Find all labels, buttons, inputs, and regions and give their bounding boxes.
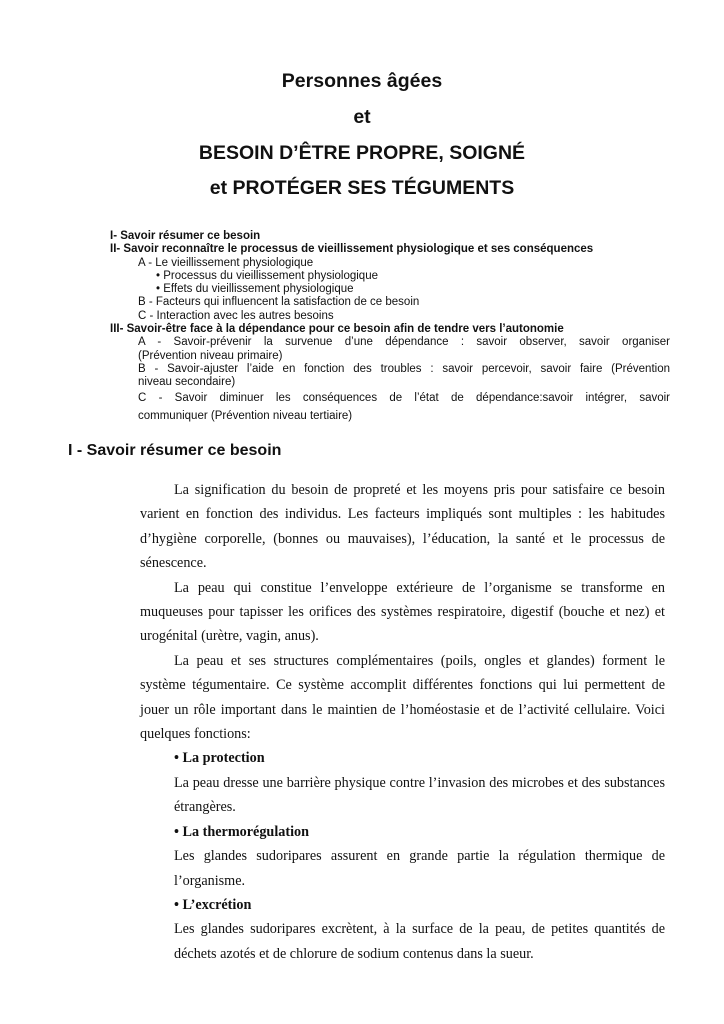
title-line-1: Personnes âgées [281,70,443,92]
section-body [140,478,665,966]
function-excretion-text: Les glandes sudoripares excrètent, à la surface de la peau, de petites quantités de déchets azotés et de chlorure de sodium contenus dans la sueur. [174,921,665,962]
title-line-4: et PROTÉGER SES TÉGUMENTS [209,177,515,199]
toc-item-ii: II- Savoir reconnaître le processus de vieillissement physiologique et ses conséquences [110,243,594,256]
toc-item-ii-b: B - Facteurs qui influencent la satisfaction de ce besoin [138,296,420,309]
function-excretion-title: • L’excrétion [174,896,252,913]
section-heading: I - Savoir résumer ce besoin [68,442,282,459]
toc-item-iii-c: C - Savoir diminuer les conséquences de l’état de dépendance:savoir intégrer, savoir [138,391,670,404]
toc-item-iii-b-cont: niveau secondaire) [138,376,236,389]
toc-item-ii-a-1: • Processus du vieillissement physiologique [156,269,378,282]
toc-item-iii-a: A - Savoir-prévenir la survenue d’une dépendance : savoir observer, savoir organiser [138,336,670,349]
paragraph-2: La peau qui constitue l’enveloppe extérieure de l’organisme se transforme en muqueuses pour tapisser les orifices des systèmes respiratoire, digestif (bouche et nez) et urogénital (urètre, vagin, anus). [140,579,665,645]
function-protection-title: • La protection [174,750,265,767]
toc-item-iii: III- Savoir-être face à la dépendance pour ce besoin afin de tendre vers l’autonomie [110,323,564,336]
toc-item-iii-a-cont: (Prévention niveau primaire) [138,349,283,362]
toc-item-ii-a: A - Le vieillissement physiologique [138,256,314,269]
title-line-3: BESOIN D’ÊTRE PROPRE, SOIGNÉ [198,142,526,164]
toc-item-ii-c: C - Interaction avec les autres besoins [138,309,334,322]
paragraph-1: La signification du besoin de propreté et les moyens pris pour satisfaire ce besoin varient en fonction des individus. Les facteurs impliqués sont multiples : les habitudes d’hygiène corporelle, (bonnes ou mauvaises), l’éducation, la santé et le processus de sénescence. [140,482,665,572]
paragraph-3: La peau et ses structures complémentaires (poils, ongles et glandes) forment le système tégumentaire. Ce système accomplit différentes fonctions qui lui permettent de jouer un rôle important dans le maintien de l’homéostasie et de l’activité cellulaire. Voici quelques fonctions: [140,652,665,743]
function-list [140,746,665,966]
function-protection-text: La peau dresse une barrière physique contre l’invasion des microbes et des substances étrangères. [174,774,665,816]
toc-item-i: I- Savoir résumer ce besoin [110,230,261,242]
toc-item-ii-a-2: • Effets du vieillissement physiologique [156,283,354,296]
toc-item-iii-b: B - Savoir-ajuster l’aide en fonction des troubles : savoir percevoir, savoir faire (Prévention [138,362,670,375]
table-of-contents [110,230,670,423]
function-thermoregulation-title: • La thermorégulation [174,823,310,840]
toc-item-iii-c-cont: communiquer (Prévention niveau tertiaire) [138,409,353,422]
function-thermoregulation-text: Les glandes sudoripares assurent en grande partie la régulation thermique de l’organisme. [174,848,665,889]
title-line-2: et [353,106,371,128]
